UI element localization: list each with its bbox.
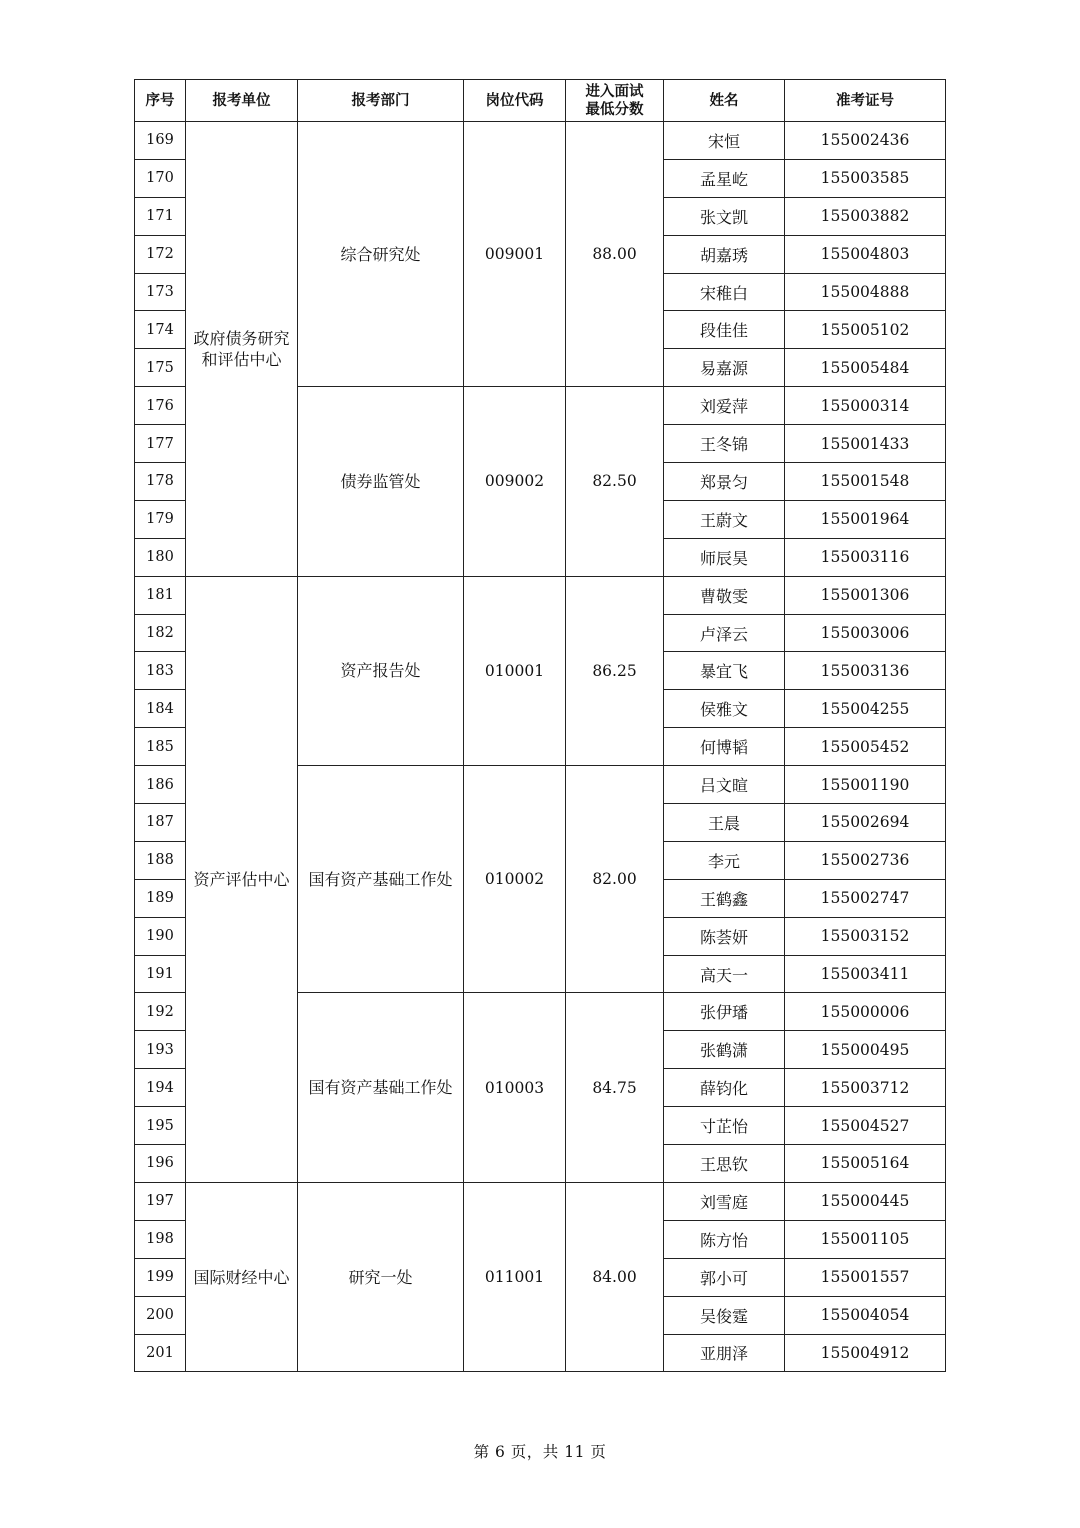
cell-name: 张鹤潇 bbox=[664, 1031, 785, 1069]
cell-name: 寸芷怡 bbox=[664, 1107, 785, 1145]
cell-name: 王鹤鑫 bbox=[664, 879, 785, 917]
cell-exam-id: 155003136 bbox=[785, 652, 946, 690]
cell-exam-id: 155004888 bbox=[785, 273, 946, 311]
cell-exam-id: 155001190 bbox=[785, 766, 946, 804]
table-row bbox=[135, 576, 946, 614]
cell-name: 孟星屹 bbox=[664, 159, 785, 197]
table-row bbox=[135, 1182, 946, 1220]
unit-name: 政府债务研究和评估中心 bbox=[193, 328, 290, 369]
cell-seq: 181 bbox=[135, 576, 186, 614]
cell-name: 易嘉源 bbox=[664, 349, 785, 387]
page-footer: 第 6 页，共 11 页 bbox=[473, 1443, 607, 1461]
cell-unit bbox=[186, 1182, 298, 1371]
cell-name: 陈方怡 bbox=[664, 1220, 785, 1258]
cell-name: 胡嘉琇 bbox=[664, 235, 785, 273]
cell-position-code: 009002 bbox=[464, 387, 566, 576]
cell-seq: 188 bbox=[135, 841, 186, 879]
cell-seq: 173 bbox=[135, 273, 186, 311]
cell-exam-id: 155001105 bbox=[785, 1220, 946, 1258]
cell-name: 张伊璠 bbox=[664, 993, 785, 1031]
cell-name: 张文凯 bbox=[664, 197, 785, 235]
cell-seq: 183 bbox=[135, 652, 186, 690]
cell-seq: 191 bbox=[135, 955, 186, 993]
cell-exam-id: 155000006 bbox=[785, 993, 946, 1031]
cell-exam-id: 155001557 bbox=[785, 1258, 946, 1296]
cell-position-code: 011001 bbox=[464, 1182, 566, 1371]
cell-seq: 194 bbox=[135, 1069, 186, 1107]
cell-seq: 169 bbox=[135, 122, 186, 160]
header-position-code: 岗位代码 bbox=[464, 80, 566, 122]
cell-exam-id: 155004803 bbox=[785, 235, 946, 273]
cell-exam-id: 155002747 bbox=[785, 879, 946, 917]
cell-name: 卢泽云 bbox=[664, 614, 785, 652]
cell-exam-id: 155005164 bbox=[785, 1145, 946, 1183]
cell-unit bbox=[186, 576, 298, 1182]
cell-seq: 175 bbox=[135, 349, 186, 387]
cell-exam-id: 155005452 bbox=[785, 728, 946, 766]
cell-exam-id: 155000314 bbox=[785, 387, 946, 425]
cell-exam-id: 155000445 bbox=[785, 1182, 946, 1220]
candidate-table bbox=[134, 79, 946, 1372]
cell-min-score: 88.00 bbox=[566, 122, 664, 387]
cell-department: 研究一处 bbox=[298, 1182, 464, 1371]
cell-position-code: 010003 bbox=[464, 993, 566, 1182]
cell-exam-id: 155004912 bbox=[785, 1334, 946, 1372]
cell-exam-id: 155003585 bbox=[785, 159, 946, 197]
cell-name: 暴宜飞 bbox=[664, 652, 785, 690]
cell-seq: 193 bbox=[135, 1031, 186, 1069]
cell-seq: 201 bbox=[135, 1334, 186, 1372]
cell-name: 亚朋泽 bbox=[664, 1334, 785, 1372]
table-row bbox=[135, 122, 946, 160]
header-name: 姓名 bbox=[664, 80, 785, 122]
cell-name: 王冬锦 bbox=[664, 425, 785, 463]
cell-exam-id: 155005102 bbox=[785, 311, 946, 349]
cell-name: 高天一 bbox=[664, 955, 785, 993]
cell-department: 资产报告处 bbox=[298, 576, 464, 765]
cell-name: 李元 bbox=[664, 841, 785, 879]
cell-exam-id: 155005484 bbox=[785, 349, 946, 387]
header-min-score bbox=[566, 80, 664, 122]
cell-department: 国有资产基础工作处 bbox=[298, 766, 464, 993]
cell-exam-id: 155002694 bbox=[785, 804, 946, 842]
cell-exam-id: 155001306 bbox=[785, 576, 946, 614]
cell-exam-id: 155001433 bbox=[785, 425, 946, 463]
cell-seq: 200 bbox=[135, 1296, 186, 1334]
cell-name: 宋稚白 bbox=[664, 273, 785, 311]
cell-seq: 179 bbox=[135, 500, 186, 538]
header-seq: 序号 bbox=[135, 80, 186, 122]
cell-seq: 192 bbox=[135, 993, 186, 1031]
cell-name: 宋恒 bbox=[664, 122, 785, 160]
cell-name: 王蔚文 bbox=[664, 500, 785, 538]
cell-name: 郭小可 bbox=[664, 1258, 785, 1296]
cell-name: 陈荟妍 bbox=[664, 917, 785, 955]
cell-department: 综合研究处 bbox=[298, 122, 464, 387]
cell-seq: 184 bbox=[135, 690, 186, 728]
cell-seq: 178 bbox=[135, 463, 186, 501]
cell-position-code: 009001 bbox=[464, 122, 566, 387]
cell-seq: 170 bbox=[135, 159, 186, 197]
header-exam-id: 准考证号 bbox=[785, 80, 946, 122]
cell-exam-id: 155003006 bbox=[785, 614, 946, 652]
cell-exam-id: 155003411 bbox=[785, 955, 946, 993]
cell-seq: 199 bbox=[135, 1258, 186, 1296]
cell-name: 刘雪庭 bbox=[664, 1182, 785, 1220]
cell-seq: 190 bbox=[135, 917, 186, 955]
header-min-score-line-2: 最低分数 bbox=[585, 101, 644, 118]
cell-name: 刘爱萍 bbox=[664, 387, 785, 425]
cell-seq: 180 bbox=[135, 538, 186, 576]
cell-seq: 176 bbox=[135, 387, 186, 425]
cell-name: 何博韬 bbox=[664, 728, 785, 766]
cell-exam-id: 155004527 bbox=[785, 1107, 946, 1145]
cell-exam-id: 155002436 bbox=[785, 122, 946, 160]
cell-seq: 172 bbox=[135, 235, 186, 273]
cell-min-score: 82.00 bbox=[566, 766, 664, 993]
cell-exam-id: 155001548 bbox=[785, 463, 946, 501]
unit-name: 资产评估中心 bbox=[193, 869, 290, 889]
cell-name: 吕文暄 bbox=[664, 766, 785, 804]
cell-exam-id: 155002736 bbox=[785, 841, 946, 879]
cell-department: 国有资产基础工作处 bbox=[298, 993, 464, 1182]
cell-seq: 198 bbox=[135, 1220, 186, 1258]
cell-seq: 185 bbox=[135, 728, 186, 766]
cell-name: 师辰昊 bbox=[664, 538, 785, 576]
cell-name: 曹敬雯 bbox=[664, 576, 785, 614]
cell-seq: 174 bbox=[135, 311, 186, 349]
cell-exam-id: 155003712 bbox=[785, 1069, 946, 1107]
header-unit: 报考单位 bbox=[186, 80, 298, 122]
cell-name: 王晨 bbox=[664, 804, 785, 842]
header-department: 报考部门 bbox=[298, 80, 464, 122]
table-body bbox=[135, 122, 946, 1372]
cell-exam-id: 155000495 bbox=[785, 1031, 946, 1069]
cell-name: 段佳佳 bbox=[664, 311, 785, 349]
header-row bbox=[135, 80, 946, 122]
cell-exam-id: 155004255 bbox=[785, 690, 946, 728]
cell-min-score: 84.00 bbox=[566, 1182, 664, 1371]
unit-name: 国际财经中心 bbox=[193, 1267, 290, 1287]
cell-position-code: 010002 bbox=[464, 766, 566, 993]
cell-exam-id: 155003152 bbox=[785, 917, 946, 955]
cell-exam-id: 155001964 bbox=[785, 500, 946, 538]
cell-name: 薛钧化 bbox=[664, 1069, 785, 1107]
header-min-score-line-1: 进入面试 bbox=[585, 83, 644, 100]
cell-exam-id: 155004054 bbox=[785, 1296, 946, 1334]
cell-seq: 187 bbox=[135, 804, 186, 842]
cell-seq: 171 bbox=[135, 197, 186, 235]
cell-seq: 189 bbox=[135, 879, 186, 917]
cell-name: 郑景匀 bbox=[664, 463, 785, 501]
cell-seq: 195 bbox=[135, 1107, 186, 1145]
cell-min-score: 84.75 bbox=[566, 993, 664, 1182]
cell-min-score: 86.25 bbox=[566, 576, 664, 765]
cell-name: 吴俊霆 bbox=[664, 1296, 785, 1334]
cell-name: 侯雅文 bbox=[664, 690, 785, 728]
cell-min-score: 82.50 bbox=[566, 387, 664, 576]
cell-seq: 197 bbox=[135, 1182, 186, 1220]
cell-unit bbox=[186, 122, 298, 577]
cell-name: 王思钦 bbox=[664, 1145, 785, 1183]
cell-seq: 186 bbox=[135, 766, 186, 804]
cell-exam-id: 155003116 bbox=[785, 538, 946, 576]
cell-seq: 196 bbox=[135, 1145, 186, 1183]
cell-department: 债券监管处 bbox=[298, 387, 464, 576]
cell-exam-id: 155003882 bbox=[785, 197, 946, 235]
cell-seq: 182 bbox=[135, 614, 186, 652]
cell-position-code: 010001 bbox=[464, 576, 566, 765]
cell-seq: 177 bbox=[135, 425, 186, 463]
